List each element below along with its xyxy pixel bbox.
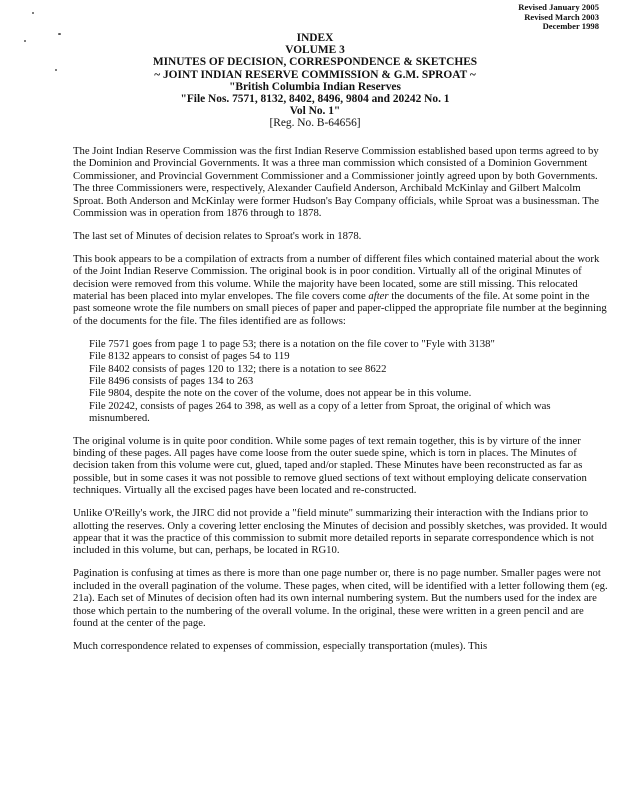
paragraph-text: This book appears to be a compilation of extracts from a number of different files which contained material about the work of the Joint Indian Reserve Commission. The original book is in poor condition. Virtually all of the original Minutes of decision were removed from this volume. While the majority have been located, some are still missing. This relocated material has been placed into mylar envelopes. The file covers come: [73, 252, 600, 303]
paragraph: The Joint Indian Reserve Commission was the first Indian Reserve Commission established based upon terms agreed to by the Dominion and Provincial Governments. It was a three man commission which consisted of a Dominion Government Commissioner, and Provincial Government Commissioner and a Commissioner jointly agreed upon by both Governments. The three Commissioners were, respectively, Alexander Caufield Anderson, Archibald McKinlay and Gilbert Malcolm Sproat. Both Anderson and McKinlay were former Hudson's Bay Company officials, while Sproat was a businessman. The Commission was in operation from 1876 through to 1878.: [73, 145, 600, 220]
revision-date: Revised January 2005: [518, 2, 599, 12]
header-index: INDEX: [296, 32, 334, 44]
scan-speck: [32, 12, 34, 14]
file-entry: File 8496 consists of pages 134 to 263: [89, 375, 254, 387]
revision-date: Revised March 2003: [524, 11, 599, 22]
file-list: [89, 338, 609, 425]
paragraph: Unlike O'Reilly's work, the JIRC did not provide a "field minute" summarizing their interaction with the Indians prior to allotting the reserves. Only a covering letter enclosing the Minutes of decision and possibly sketches, was provided. It would appear that it was the practice of this commission to submit more detailed reports in separate correspondence which is not included in this volume, but can, perhaps, be located in RG10.: [73, 507, 607, 557]
header-reg-number: [Reg. No. B-64656]: [269, 117, 361, 130]
header-volume: VOLUME 3: [285, 44, 345, 57]
document-body: [73, 145, 609, 663]
header-subtitle: ~ JOINT INDIAN RESERVE COMMISSION & G.M. SPROAT ~: [154, 68, 476, 81]
file-entry: File 7571 goes from page 1 to page 53; there is a notation on the file cover to "Fyle with 3138": [89, 337, 495, 350]
header-vol-number: Vol No. 1": [289, 105, 341, 118]
file-entry: File 9804, despite the note on the cover of the volume, does not appear be in this volume.: [89, 387, 472, 400]
file-entry: File 8132 appears to consist of pages 54 to 119: [89, 350, 290, 363]
paragraph: The last set of Minutes of decision relates to Sproat's work in 1878.: [73, 229, 362, 242]
document-header: [60, 32, 570, 130]
scan-speck: [24, 40, 26, 42]
header-series: "British Columbia Indian Reserves: [229, 80, 401, 93]
emphasis-text: after: [368, 290, 389, 303]
paragraph-text: the documents of the file. At some point in the past someone wrote the file numbers on small pieces of paper and paper-clipped the appropriate file number at the beginning of the documents for the file. The files identified are as follows:: [73, 290, 607, 327]
paragraph: Much correspondence related to expenses of commission, especially transportation (mules). This: [73, 639, 488, 652]
file-entry: File 8402 consists of pages 120 to 132; there is a notation to see 8622: [89, 362, 387, 375]
revision-dates: [518, 3, 599, 32]
paragraph: Pagination is confusing at times as there is more than one page number or, there is no page number. Smaller pages were not included in the overall pagination of the volume. These pages, when cited, will be identified with a letter following them (eg. 21a). Each set of Minutes of decision often had its own internal numbering system. But the numbers used for the index are those which pertain to the numbering of the overall volume. In the original, these were written in a green pencil and are found at the center of the page.: [73, 567, 608, 629]
file-entry: File 20242, consists of pages 264 to 398, as well as a copy of a letter from Sproat, the original of which was misnumbered.: [89, 399, 551, 425]
paragraph: [73, 253, 609, 327]
revision-date: December 1998: [542, 21, 599, 32]
scan-speck: [55, 69, 57, 71]
header-title: MINUTES OF DECISION, CORRESPONDENCE & SKETCHES: [152, 56, 478, 69]
paragraph: The original volume is in quite poor condition. While some pages of text remain together, this is by virture of the inner binding of these pages. All pages have come loose from the outer suede spine, which is torn in places. The Minutes of decision taken from this volume were cut, glued, taped and/or stapled. These Minutes have been reconstructed as far as possible, but in some cases it was not possible to remove glued sections of text without employing delicate conservation techniques. Virtually all the excised pages have been located and re-constructed.: [73, 434, 587, 497]
header-file-numbers: "File Nos. 7571, 8132, 8402, 8496, 9804 and 20242 No. 1: [180, 93, 450, 106]
